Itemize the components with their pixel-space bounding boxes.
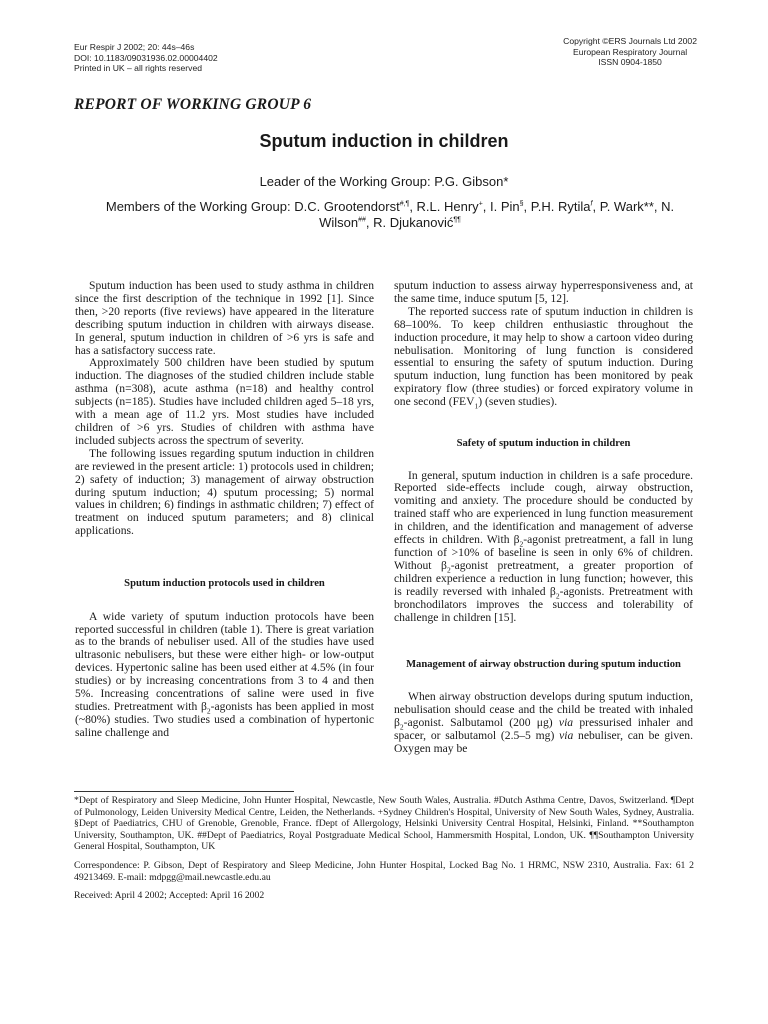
footnotes <box>74 795 694 902</box>
journal-header-left <box>74 42 218 74</box>
right-column <box>394 280 693 755</box>
received-date: Received: April 4 2002; Accepted: April 16 2002 <box>74 890 265 902</box>
working-group-members <box>90 199 690 231</box>
footnote-rule <box>74 791 294 792</box>
affiliation-mark: + <box>478 200 483 208</box>
paragraph: Sputum induction has been used to study asthma in children since the first description of the technique in 1992 [1]. Since then, >20 reports (five reviews) have appeared in the literature describing sputum induction in children with airways disease. In general, sputum induction in children of >6 yrs is safe and has a satisfactory success rate. <box>75 279 374 357</box>
paragraph: When airway obstruction develops during sputum induction, nebulisation should cease and the child be treated with inhaled $\beta_2$-agonist. Salbutamol (200 μg) via pressurised inhaler and spacer, or salbutamol (2.5–5 mg) via nebuliser, can be given. Oxygen may be <box>394 689 693 755</box>
affiliation-mark: § <box>519 200 524 208</box>
member-name: R.L. Henry <box>416 199 479 214</box>
member-name: N. Wilson <box>319 199 675 230</box>
section-heading: Sputum induction protocols used in children <box>124 578 325 590</box>
member-list: D.C. Grootendorst#,¶, R.L. Henry+, I. Pin§, P.H. Rytila$^f$, P. Wark**, N. Wilson##, R. Djukanović¶¶ <box>294 199 675 230</box>
affiliation-mark: f <box>590 200 593 208</box>
working-group-leader: Leader of the Working Group: P.G. Gibson* <box>259 174 509 189</box>
left-column <box>75 280 374 740</box>
article-title: Sputum induction in children <box>259 131 509 151</box>
paragraph: The reported success rate of sputum induction in children is 68–100%. To keep children enthusiastic throughout the induction procedure, it may help to show a cartoon video during nebulisation. Monitoring of lung function is considered essential to ensuring the safety of sputum induction. During sputum induction, lung function has been monitored by peak expiratory flow (three studies) or forced expiratory volume in one second $(FEV_1)$ (seven studies). <box>394 304 693 411</box>
journal-reference: Eur Respir J 2002; 20: 44s–46s <box>74 42 195 52</box>
member-name: P.H. Rytila <box>530 199 591 214</box>
section-label: REPORT OF WORKING GROUP 6 <box>74 96 312 113</box>
paragraph: The following issues regarding sputum induction in children are reviewed in the present article: 1) protocols used in children; 2) safety of induction; 3) management of airway obstruction during sputum induction; 4) sputum processing; 5) normal values in children; 6) findings in asthmatic children; 7) effect of treatment on induced sputum parameters; and 8) clinical applications. <box>75 446 374 538</box>
paragraph: A wide variety of sputum induction protocols have been reported successful in children (table 1). There is great variation as to the brands of nebuliser used. All of the studies have used ultrasonic nebulisers, but these were either high- or low-output devices. Hypertonic saline has been used either at 4.5% (in four studies) or by increasing concentrations from 3 to 4 and then 5%. Increasing concentrations of saline were used in five studies. Pretreatment with $\beta_2$-agonists has been applied in most (~80%) studies. Two studies used a combination of hypertonic saline challenge and <box>75 609 375 739</box>
issn: ISSN 0904-1850 <box>598 57 662 68</box>
paragraph: sputum induction to assess airway hyperresponsiveness and, at the same time, induce sputum [5, 12]. <box>394 279 693 305</box>
correspondence: Correspondence: P. Gibson, Dept of Respiratory and Sleep Medicine, John Hunter Hospital, Locked Bag No. 1 HRMC, NSW 2310, Australia. Fax: 61 2 49213469. E-mail: mdpgg@mail.newcastle.edu.au <box>74 859 694 883</box>
affiliations: *Dept of Respiratory and Sleep Medicine, John Hunter Hospital, Newcastle, New South Wales, Australia. #Dutch Asthma Centre, Davos, Switzerland. ¶Dept of Pulmonology, Leiden University Medical Centre, Leiden, the Netherlands. +Sydney Children's Hospital, University of New South Wales, Sydney, Australia. §Dept of Paediatrics, CHU of Grenoble, Grenoble, France. fDept of Allergology, Helsinki University Central Hospital, Helsinki, Finland. **Southampton University, Southampton, UK. ##Dept of Paediatrics, Royal Postgraduate Medical School, Hammersmith Hospital, London, UK. ¶¶Southampton University General Hospital, Southampton, UK <box>74 795 694 853</box>
members-prefix: Members of the Working Group: <box>105 199 295 214</box>
member-name: I. Pin <box>490 199 520 214</box>
journal-header-right <box>563 36 697 68</box>
paragraph: In general, sputum induction in children is a safe procedure. Reported side-effects include cough, airway obstruction, vomiting and anxiety. The procedure should be conducted by trained staff who are experienced in lung function measurement in children, and the identification and management of adverse effects in children. With $\beta_2$-agonist pretreatment, a fall in lung function of >10% of baseline is seen in only 6% of children. Without $\beta_2$-agonist pretreatment, a greater proportion of children experience a reduction in lung function; however, this is readily reversed with inhaled $\beta_2$-agonists. Pretreatment with bronchodilators improves the success and tolerability of challenge in children [15]. <box>394 468 693 624</box>
section-heading: Safety of sputum induction in children <box>456 438 631 450</box>
journal-name: European Respiratory Journal <box>572 46 688 57</box>
affiliation-mark: ¶¶ <box>453 216 461 224</box>
member-name: P. Wark** <box>599 199 654 214</box>
member-name: D.C. Grootendorst <box>294 199 400 214</box>
doi: DOI: 10.1183/09031936.02.00004402 <box>74 52 218 63</box>
section-heading: Management of airway obstruction during sputum induction <box>406 659 681 671</box>
printed-note: Printed in UK – all rights reserved <box>74 63 203 74</box>
affiliation-mark: ## <box>358 216 366 224</box>
copyright: Copyright ©ERS Journals Ltd 2002 <box>563 36 697 46</box>
member-name: R. Djukanović <box>373 215 454 230</box>
paragraph: Approximately 500 children have been studied by sputum induction. The diagnoses of the studied children include stable asthma (n=308), acute asthma (n=18) and healthy control subjects (n=185). Studies have included children aged 5–18 yrs, with a mean age of 11.2 yrs. Most studies have included children of >6 yrs. Studies of children with asthma have included subjects across the spectrum of severity. <box>75 356 374 447</box>
affiliation-mark: #,¶ <box>399 200 410 208</box>
